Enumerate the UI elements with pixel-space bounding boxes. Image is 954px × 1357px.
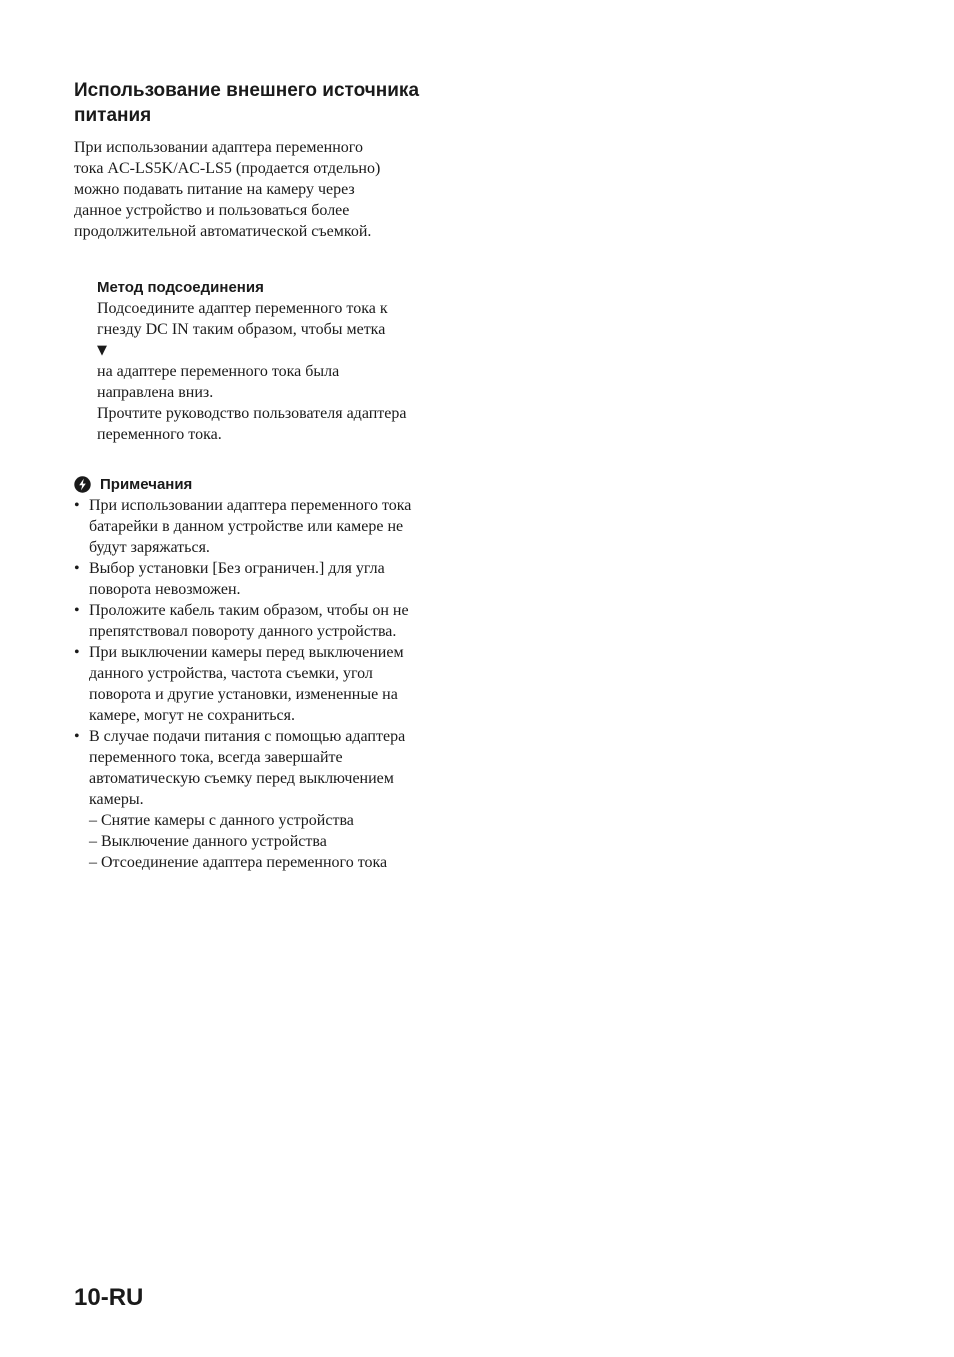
note-line: В случае подачи питания с помощью адаптера <box>89 728 406 745</box>
intro-line: тока AC-LS5K/AC-LS5 (продается отдельно) <box>74 160 381 177</box>
method-line-with-mark <box>97 340 474 382</box>
notes-header <box>74 474 474 495</box>
section-title-line-1: Использование внешнего источника <box>74 80 420 101</box>
section-title-line-2: питания <box>74 105 152 126</box>
bullet: • <box>74 560 80 577</box>
method-body <box>97 298 474 445</box>
dash-item: – Снятие камеры с данного устройства <box>89 812 354 829</box>
note-line: Проложите кабель таким образом, чтобы он не <box>89 602 409 619</box>
bullet: • <box>74 728 80 745</box>
content-column <box>74 78 474 873</box>
notes-list <box>74 495 474 810</box>
section-title <box>74 78 474 128</box>
bullet: • <box>74 602 80 619</box>
method-line: Подсоедините адаптер переменного тока к <box>97 300 388 317</box>
bullet: • <box>74 497 80 514</box>
method-line: гнезду DC IN таким образом, чтобы метка <box>97 321 386 338</box>
note-line: камере, могут не сохраниться. <box>89 707 295 724</box>
intro-paragraph <box>74 137 474 242</box>
method-line-text: на адаптере переменного тока была <box>97 363 340 380</box>
note-line: поворота невозможен. <box>89 581 241 598</box>
note-line: данного устройства, частота съемки, угол <box>89 665 373 682</box>
page-number: 10-RU <box>74 1284 144 1311</box>
note-item <box>74 726 474 810</box>
intro-line: можно подавать питание на камеру через <box>74 181 355 198</box>
note-line: препятствовал повороту данного устройства. <box>89 623 397 640</box>
note-line: батарейки в данном устройстве или камере не <box>89 518 404 535</box>
note-item <box>74 642 474 726</box>
notes-warning-icon <box>74 476 91 493</box>
dash-item: – Выключение данного устройства <box>89 833 327 850</box>
method-line: Прочтите руководство пользователя адаптера <box>97 405 407 422</box>
down-triangle-mark-icon: ▼ <box>97 343 107 358</box>
note-line: камеры. <box>89 791 144 808</box>
note-line: Выбор установки [Без ограничен.] для угла <box>89 560 385 577</box>
note-line: При выключении камеры перед выключением <box>89 644 404 661</box>
intro-line: данное устройство и пользоваться более <box>74 202 350 219</box>
dash-sublist <box>74 810 474 873</box>
notes-title: Примечания <box>100 476 193 493</box>
intro-line: При использовании адаптера переменного <box>74 139 363 156</box>
note-item <box>74 495 474 558</box>
method-line: переменного тока. <box>97 426 222 443</box>
intro-line: продолжительной автоматической съемкой. <box>74 223 372 240</box>
method-title: Метод подсоединения <box>97 279 264 296</box>
note-line: При использовании адаптера переменного тока <box>89 497 412 514</box>
note-item <box>74 558 474 600</box>
note-line: автоматическую съемку перед выключением <box>89 770 394 787</box>
note-line: поворота и другие установки, измененные на <box>89 686 398 703</box>
note-line: переменного тока, всегда завершайте <box>89 749 343 766</box>
connection-method <box>97 277 474 445</box>
note-line: будут заряжаться. <box>89 539 210 556</box>
notes-section <box>74 474 474 873</box>
dash-item: – Отсоединение адаптера переменного тока <box>89 854 388 871</box>
method-line: направлена вниз. <box>97 384 214 401</box>
note-item <box>74 600 474 642</box>
bullet: • <box>74 644 80 661</box>
